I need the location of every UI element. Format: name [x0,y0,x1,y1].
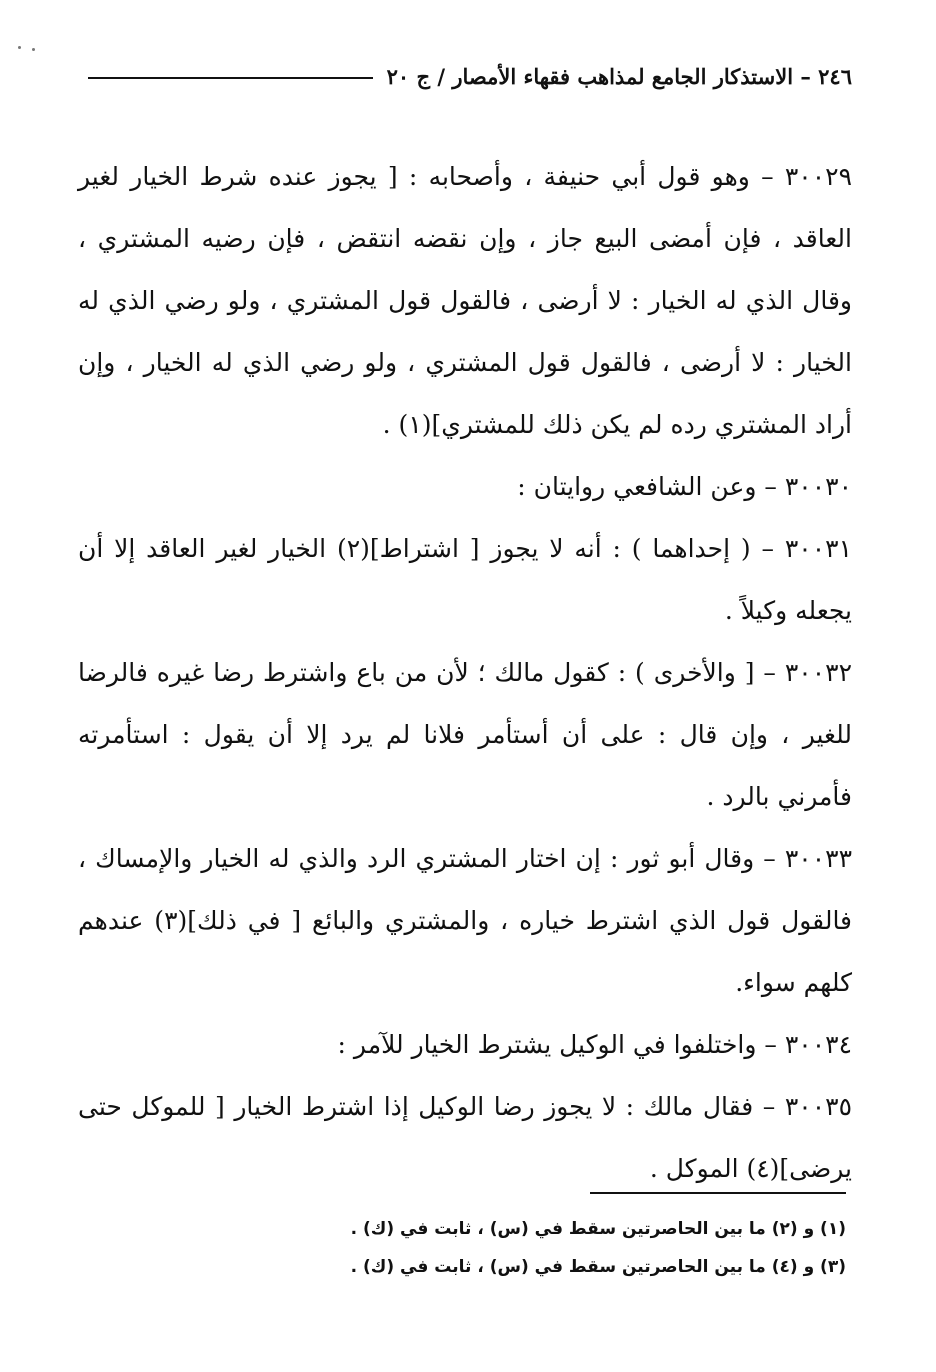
scan-speck [18,46,21,49]
paragraph-number: ٣٠٠٣٤ [784,1030,852,1059]
paragraph [78,1076,852,1200]
paragraph [78,146,852,456]
paragraph-text: – [ والأخرى ) : كقول مالك ؛ لأن من باع واشترط رضا غيره فالرضا للغير ، وإن قال : على أن أستأمر فلانا لم يرد إلا أن يقول : استأمرته فأمرني بالرد . [78,658,852,811]
footnote: (٣) و (٤) ما بين الحاصرتين سقط في (س) ، ثابت في (ك) . [350,1257,846,1277]
header-title: ٢٤٦ – الاستذكار الجامع لمذاهب فقهاء الأمصار / ج ٢٠ [386,63,852,89]
paragraph-number: ٣٠٠٣٠ [784,472,852,501]
scan-speck [32,48,35,51]
paragraph-text: – واختلفوا في الوكيل يشترط الخيار للآمر : [337,1030,777,1059]
footnote-rule [590,1192,846,1194]
paragraph-text: – وعن الشافعي روايتان : [517,472,777,501]
paragraph [78,1014,852,1076]
paragraph-number: ٣٠٠٣١ [784,534,852,563]
paragraph-text: – وقال أبو ثور : إن اختار المشتري الرد والذي له الخيار والإمساك ، فالقول قول الذي اشترط خياره ، والمشتري والبائع [ في ذلك](٣) عندهم كلهم سواء. [78,844,853,997]
paragraph-number: ٣٠٠٢٩ [784,162,852,191]
paragraph-number: ٣٠٠٣٢ [784,658,852,687]
paragraph [78,642,852,828]
paragraph [78,456,852,518]
paragraph-text: – ( إحداهما ) : أنه لا يجوز [ اشتراط](٢) الخيار لغير العاقد إلا أن يجعله وكيلاً . [78,534,852,625]
header-rule [88,77,373,79]
footnote: (١) و (٢) ما بين الحاصرتين سقط في (س) ، ثابت في (ك) . [350,1219,846,1239]
paragraph [78,828,852,1014]
paragraph [78,518,852,642]
running-header [88,56,852,96]
paragraph-text: – وهو قول أبي حنيفة ، وأصحابه : [ يجوز عنده شرط الخيار لغير العاقد ، فإن أمضى البيع جاز ، وإن نقضه انتقض ، فإن رضيه المشتري ، وقال الذي له الخيار : لا أرضى ، فالقول قول المشتري ، ولو رضي الذي له الخيار : لا أرضى ، فالقول قول المشتري ، ولو رضي الذي له الخيار ، وإن أراد المشتري رده لم يكن ذلك للمشتري](١) . [78,162,852,439]
paragraph-number: ٣٠٠٣٥ [784,1092,852,1121]
footnotes [90,1210,846,1286]
main-text [78,146,852,1200]
paragraph-number: ٣٠٠٣٣ [784,844,853,873]
paragraph-text: – فقال مالك : لا يجوز رضا الوكيل إذا اشترط الخيار [ للموكل حتى يرضى](٤) الموكل . [78,1092,852,1183]
